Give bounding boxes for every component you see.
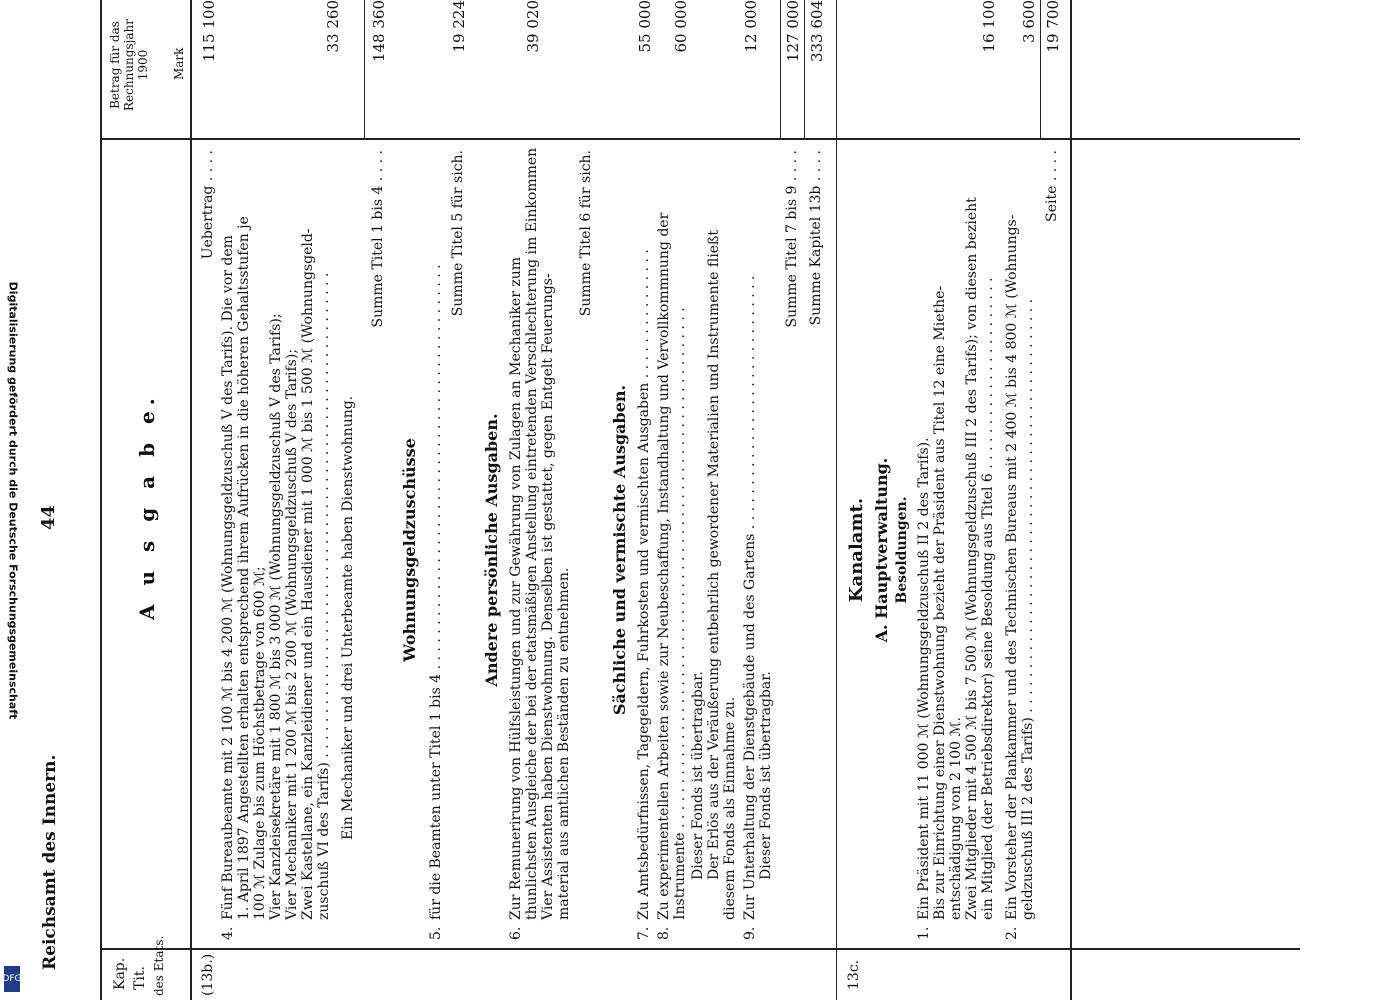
title-6-text	[508, 148, 572, 920]
title-2-line: Ein Vorsteher der Plankammer und des Technischen Bureaus mit 2 400 ℳ bis 4 800 ℳ (Wohnungs-	[1004, 214, 1020, 920]
seite-amount: 19 700	[1044, 0, 1062, 53]
title-4-line: Vier Kanzleisekretäre mit 1 800 ℳ bis 3 000 ℳ (Wohnungsgeldzuschuß V des Tarifs);	[268, 313, 284, 920]
kanalamt-heading: Kanalamt.	[846, 497, 867, 603]
summe-kap-13b: Summe Kapitel 13b . . . .	[808, 150, 824, 326]
summe-7-9: Summe Titel 7 bis 9 . . . .	[784, 150, 800, 328]
summe-5: Summe Titel 5 für sich.	[450, 150, 466, 317]
title-6-line: material aus amtlichen Beständen zu entnehmen.	[556, 567, 572, 920]
summe-7-9-amount: 127 000	[784, 0, 802, 63]
title-7-amount: 55 000	[636, 0, 654, 53]
title-4-number: 4.	[220, 926, 236, 940]
column-rule-left	[100, 948, 1300, 950]
col-kap: Kap.	[112, 957, 128, 990]
uebertrag-amount: 115 100	[200, 0, 218, 63]
col-mark: Mark	[172, 47, 186, 80]
title-8-text	[656, 213, 688, 920]
title-2-number: 2.	[1004, 926, 1020, 940]
summe-1-4: Summe Titel 1 bis 4 . . . .	[370, 150, 386, 328]
title-1-text	[916, 197, 996, 920]
title-4-line: 100 ℳ Zulage bis zum Höchstbetrage von 600 ℳ;	[252, 566, 268, 920]
summe-5-amount: 19 224	[450, 0, 468, 53]
top-rule	[100, 0, 102, 1000]
title-1-line: entschädigung von 2 100 ℳ.	[948, 717, 964, 920]
col-des-etats: des Etats.	[152, 935, 166, 996]
title-7-text: Zu Amtsbedürfnissen, Tagegeldern, Fuhrkosten und vermischten Ausgaben . . . . . . . . . . . . . . .	[636, 249, 652, 920]
title-1-line: Ein Präsident mit 11 000 ℳ (Wohnungsgeldzuschuß II 2 des Tarifs).	[916, 437, 932, 920]
title-9-number: 9.	[742, 926, 758, 940]
sum-rule-4	[1040, 0, 1041, 140]
title-4-line: Fünf Bureaubeamte mit 2 100 ℳ bis 4 200 ℳ (Wohnungsgeldzuschuß V des Tarifs). Die vor dem	[220, 235, 236, 920]
wohnungsgeld-heading: Wohnungsgeldzuschüsse	[400, 438, 419, 662]
summe-kap-13b-amount: 333 604	[808, 0, 826, 63]
title-9-amount: 12 000	[742, 0, 760, 53]
andere-heading: Andere persönliche Ausgaben.	[482, 413, 501, 687]
page-number: 44	[38, 504, 59, 530]
title-5-number: 5.	[428, 926, 444, 940]
kap-13b-label: (13b.)	[200, 953, 216, 996]
hauptverwaltung-heading: A. Hauptverwaltung.	[872, 457, 891, 643]
summe-6: Summe Titel 6 für sich.	[578, 150, 594, 317]
chapter-rule	[836, 0, 837, 1000]
col-tit: Tit.	[132, 966, 148, 990]
title-4-line: zuschuß VI des Tarifs) . . . . . . . . . . . . . . . . . . . . . . . . . . . . . . . . . . . . . . . . . . . . . . . . . . . . . . .	[316, 272, 332, 920]
running-title: Reichsamt des Innern.	[40, 754, 60, 970]
title-9-note: Dieser Fonds ist übertragbar.	[758, 671, 774, 880]
title-2-text	[1004, 215, 1036, 920]
title-8-note-2: Der Erlös aus der Veräußerung entbehrlich gewordener Materialien und Instrumente fließt	[706, 230, 722, 880]
title-4-amount: 33 260	[324, 0, 342, 53]
besoldungen-heading: Besoldungen.	[894, 496, 910, 604]
title-1-line: ein Mitglied (der Betriebsdirektor) seine Besoldung aus Titel 6 . . . . . . . . . . . . . . . . . . . . . .	[980, 277, 996, 920]
title-4-line: Zwei Kastellane, ein Kanzleidiener und ein Hausdiener mit 1 000 ℳ bis 1 500 ℳ (Wohnungsgeld-	[300, 228, 316, 920]
sum-rule-3	[804, 0, 805, 140]
title-1-number: 1.	[916, 926, 932, 940]
title-6-number: 6.	[508, 926, 524, 940]
title-8-amount: 60 000	[672, 0, 690, 53]
title-4-line: 1. April 1897 Angestellten erhalten entsprechend ihrem Aufrücken in die höheren Gehaltsstufen je	[236, 216, 252, 920]
title-8-number: 8.	[656, 926, 672, 940]
title-6-line: Zur Remunerirung von Hülfsleistungen und zur Gewährung von Zulagen an Mechaniker zum	[508, 256, 524, 920]
title-6-line: Vier Assistenten haben Dienstwohnung. Denselben ist gestattet, gegen Entgelt Feuerungs-	[540, 273, 556, 920]
title-8-line: Instrumente . . . . . . . . . . . . . . . . . . . . . . . . . . . . . . . . . . . . . . . . . . . . . . . . . . . . . . . . . . .	[672, 307, 688, 920]
section-title: A u s g a b e.	[135, 392, 159, 620]
title-7-number: 7.	[636, 926, 652, 940]
title-4-text	[220, 216, 332, 920]
title-1-amount: 16 100	[980, 0, 998, 53]
title-4-line: Vier Mechaniker mit 1 200 ℳ bis 2 200 ℳ (Wohnungsgeldzuschuß V des Tarifs);	[284, 348, 300, 920]
credit-text: Digitalisierung gefördert durch die Deutsche Forschungsgemeinschaft	[6, 281, 20, 719]
col-amount-header: Betrag für das Rechnungsjahr 1900	[108, 19, 150, 111]
sum-rule	[364, 0, 365, 140]
seite-label: Seite . . . .	[1044, 150, 1060, 222]
title-8-note-3: diesem Fonds als Einnahme zu.	[722, 696, 738, 920]
title-1-line: Zwei Mitglieder mit 4 500 ℳ bis 7 500 ℳ (Wohnungsgeldzuschuß III 2 des Tarifs); von diesen bezieht	[964, 197, 980, 920]
saechliche-heading: Sächliche und vermischte Ausgaben.	[610, 384, 629, 716]
sum-rule-2	[780, 0, 781, 140]
dfg-logo: DFG	[4, 966, 20, 992]
header-bottom-rule	[190, 0, 192, 1000]
column-rule-amount	[100, 138, 1300, 140]
title-5-text: für die Beamten unter Titel 1 bis 4 . . . . . . . . . . . . . . . . . . . . . . . . . . . . . . . . . . . . . . . . . . . . . .	[428, 264, 444, 920]
title-2-amount: 3 600	[1020, 0, 1038, 43]
title-6-amount: 39 020	[524, 0, 542, 53]
title-2-line: geldzuschuß III 2 des Tarifs) . . . . . . . . . . . . . . . . . . . . . . . . . . . . . . . . . . . . . . . . . . . . . . .	[1020, 298, 1036, 920]
bottom-rule	[1070, 0, 1072, 1000]
title-1-line: Bis zur Einrichtung einer Dienstwohnung bezieht der Präsident aus Titel 12 eine Miethe-	[932, 285, 948, 920]
title-8-note-1: Dieser Fonds ist übertragbar.	[690, 671, 706, 880]
title-8-line: Zu experimentellen Arbeiten sowie zur Neubeschaffung, Instandhaltung und Vervollkommnung der	[656, 212, 672, 920]
kap-13c-label: 13c.	[846, 959, 862, 990]
title-4-note: Ein Mechaniker und drei Unterbeamte haben Dienstwohnung.	[340, 395, 356, 840]
summe-1-4-amount: 148 360	[370, 0, 388, 63]
uebertrag-label: Uebertrag . . . .	[200, 150, 216, 260]
title-9-text: Zur Unterhaltung der Dienstgebäude und des Gartens . . . . . . . . . . . . . . . . . . . . . . . . . . . . .	[742, 275, 758, 920]
title-6-line: thunlichsten Ausgleiche der bei der etatsmäßigen Anstellung eintretenden Verschlechterung im Einkommen	[524, 147, 540, 920]
